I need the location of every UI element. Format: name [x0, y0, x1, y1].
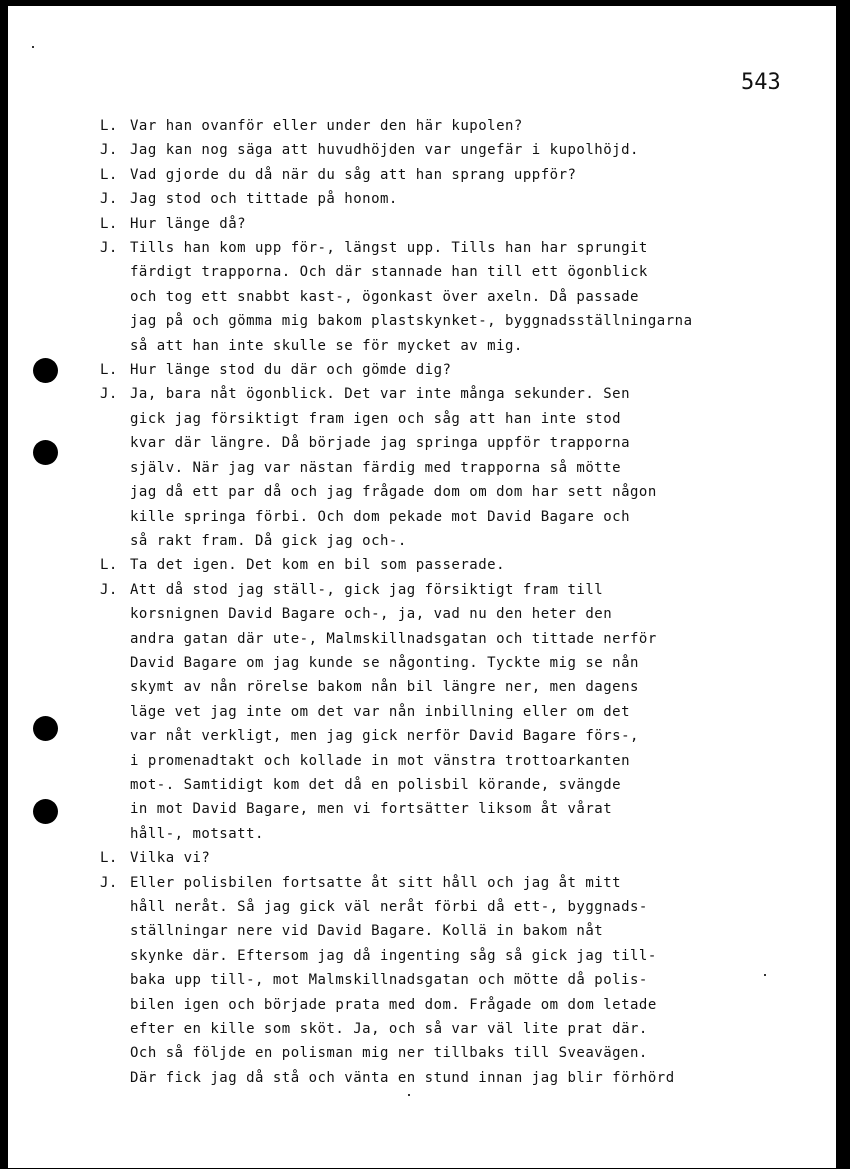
- text-line: korsnignen David Bagare och-, ja, vad nu den heter den: [130, 606, 613, 623]
- entry-text: [130, 138, 639, 162]
- page-number: 543: [741, 70, 781, 95]
- entry-text: [130, 212, 246, 236]
- text-line: baka upp till-, mot Malmskillnadsgatan och mötte då polis-: [130, 972, 648, 989]
- text-line: efter en kille som sköt. Ja, och så var väl lite prat där.: [130, 1021, 648, 1038]
- text-line: Vilka vi?: [130, 850, 211, 867]
- entry-text: [130, 553, 505, 577]
- entry-text: [130, 358, 451, 382]
- transcript-entry: [100, 187, 800, 211]
- entry-text: [130, 236, 693, 358]
- text-line: var nåt verkligt, men jag gick nerför David Bagare förs-,: [130, 728, 639, 745]
- text-line: Eller polisbilen fortsatte åt sitt håll och jag åt mitt: [130, 874, 622, 891]
- text-line: skymt av nån rörelse bakom nån bil längre ner, men dagens: [130, 679, 639, 696]
- text-line: Hur länge stod du där och gömde dig?: [130, 362, 452, 379]
- text-line: kvar där längre. Då började jag springa uppför trapporna: [130, 435, 631, 452]
- document-page: [8, 6, 836, 1168]
- text-line: läge vet jag inte om det var nån inbillning eller om det: [130, 703, 631, 720]
- text-line: bilen igen och började prata med dom. Frågade om dom letade: [130, 996, 657, 1013]
- text-line: i promenadtakt och kollade in mot vänstra trottoarkanten: [130, 752, 631, 769]
- text-line: in mot David Bagare, men vi fortsätter liksom åt vårat: [130, 801, 613, 818]
- text-line: ställningar nere vid David Bagare. Kollä in bakom nåt: [130, 923, 604, 940]
- transcript-entry: [100, 114, 800, 138]
- text-line: Vad gjorde du då när du såg att han sprang uppför?: [130, 166, 577, 183]
- speaker-label: J.: [100, 191, 118, 208]
- transcript-entry: [100, 846, 800, 870]
- speaker-label: J.: [100, 581, 118, 598]
- text-line: Jag kan nog säga att huvudhöjden var ungefär i kupolhöjd.: [130, 142, 639, 159]
- text-line: David Bagare om jag kunde se någonting. Tyckte mig se nån: [130, 654, 639, 671]
- transcript-entry: [100, 578, 800, 846]
- punch-hole-3: [33, 716, 58, 741]
- entry-text: [130, 578, 657, 846]
- text-line: Var han ovanför eller under den här kupolen?: [130, 118, 523, 134]
- text-line: kille springa förbi. Och dom pekade mot David Bagare och: [130, 508, 631, 525]
- speaker-label: J.: [100, 386, 118, 403]
- punch-hole-2: [33, 440, 58, 465]
- text-line: Hur länge då?: [130, 215, 247, 232]
- entry-text: [130, 382, 657, 553]
- text-line: Och så följde en polisman mig ner tillbaks till Sveavägen.: [130, 1045, 648, 1062]
- transcript-entry: [100, 553, 800, 577]
- transcript-entry: [100, 212, 800, 236]
- transcript-entry: [100, 358, 800, 382]
- text-line: så rakt fram. Då gick jag och-.: [130, 532, 407, 549]
- text-line: jag på och gömma mig bakom plastskynket-, byggnadsställningarna: [130, 313, 693, 330]
- interview-transcript: [100, 114, 800, 1090]
- speaker-label: L.: [100, 362, 118, 379]
- entry-text: [130, 114, 523, 138]
- text-line: Ta det igen. Det kom en bil som passerade.: [130, 557, 506, 574]
- text-line: Tills han kom upp för-, längst upp. Tills han har sprungit: [130, 240, 648, 257]
- scan-speck: [408, 1094, 410, 1096]
- speaker-label: L.: [100, 166, 118, 183]
- transcript-entry: [100, 871, 800, 1091]
- text-line: färdigt trapporna. Och där stannade han till ett ögonblick: [130, 264, 648, 281]
- entry-text: [130, 187, 398, 211]
- scan-speck: [32, 46, 34, 48]
- transcript-entry: [100, 138, 800, 162]
- text-line: jag då ett par då och jag frågade dom om dom har sett någon: [130, 484, 657, 501]
- text-line: så att han inte skulle se för mycket av mig.: [130, 337, 523, 354]
- speaker-label: L.: [100, 118, 118, 134]
- speaker-label: L.: [100, 215, 118, 232]
- speaker-label: L.: [100, 557, 118, 574]
- entry-text: [130, 163, 576, 187]
- text-line: håll-, motsatt.: [130, 825, 264, 842]
- entry-text: [130, 871, 675, 1091]
- speaker-label: J.: [100, 874, 118, 891]
- text-line: och tog ett snabbt kast-, ögonkast över axeln. Då passade: [130, 288, 639, 305]
- text-line: mot-. Samtidigt kom det då en polisbil körande, svängde: [130, 776, 622, 793]
- text-line: håll neråt. Så jag gick väl neråt förbi då ett-, byggnads-: [130, 899, 648, 915]
- text-line: andra gatan där ute-, Malmskillnadsgatan och tittade nerför: [130, 630, 657, 647]
- speaker-label: L.: [100, 850, 118, 867]
- transcript-entry: [100, 163, 800, 187]
- punch-hole-4: [33, 799, 58, 824]
- text-line: gick jag försiktigt fram igen och såg att han inte stod: [130, 410, 622, 427]
- text-line: Jag stod och tittade på honom.: [130, 191, 398, 208]
- text-line: själv. När jag var nästan färdig med trapporna så mötte: [130, 459, 622, 476]
- text-line: Ja, bara nåt ögonblick. Det var inte många sekunder. Sen: [130, 386, 631, 403]
- speaker-label: J.: [100, 142, 118, 159]
- transcript-entry: [100, 236, 800, 358]
- speaker-label: J.: [100, 240, 118, 257]
- entry-text: [130, 846, 210, 870]
- text-line: skynke där. Eftersom jag då ingenting såg så gick jag till-: [130, 947, 657, 964]
- punch-hole-1: [33, 358, 58, 383]
- transcript-entry: [100, 382, 800, 553]
- text-line: Där fick jag då stå och vänta en stund innan jag blir förhörd: [130, 1069, 675, 1086]
- text-line: Att då stod jag ställ-, gick jag försiktigt fram till: [130, 581, 604, 598]
